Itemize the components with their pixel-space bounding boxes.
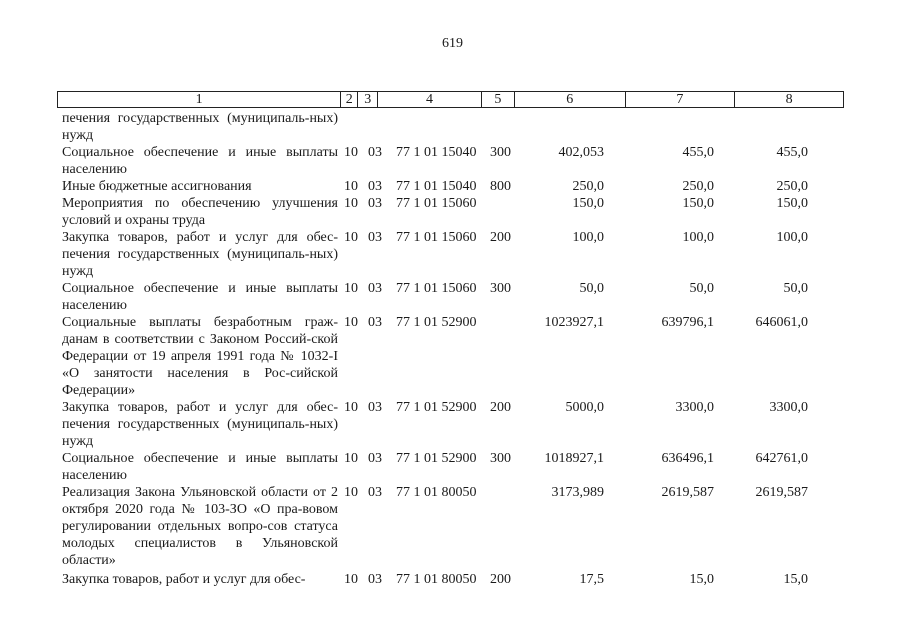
row-subsection: 03 (368, 315, 382, 330)
row-name: Социальное обеспечение и иные выплаты населению (62, 281, 338, 313)
row-target-article: 77 1 01 52900 (396, 400, 477, 415)
page-number: 619 (442, 36, 463, 51)
row-subsection: 03 (368, 485, 382, 500)
row-value-col7: 636496,1 (661, 451, 714, 466)
column-header-6: 6 (515, 92, 626, 107)
table-row (0, 178, 905, 195)
row-value-col6: 1023927,1 (544, 315, 604, 330)
row-target-article: 77 1 01 15040 (396, 179, 477, 194)
row-value-col8: 2619,587 (755, 485, 808, 500)
row-name: Социальные выплаты безработным граж-данам в соответствии с Законом Россий-ской Федерации от 19 апреля 1991 года № 1032-I «О занятости населения в Рос-сийской Федерации» (62, 315, 338, 398)
column-header-8: 8 (785, 92, 793, 107)
table-row (0, 571, 905, 588)
row-section: 10 (344, 179, 358, 194)
row-target-article: 77 1 01 15060 (396, 196, 477, 211)
row-target-article: 77 1 01 80050 (396, 572, 477, 587)
row-expense-type: 300 (490, 145, 511, 160)
row-expense-type: 200 (490, 572, 511, 587)
table-row (0, 450, 905, 484)
row-subsection: 03 (368, 230, 382, 245)
table-header (57, 91, 844, 108)
row-subsection: 03 (368, 572, 382, 587)
row-expense-type: 200 (490, 400, 511, 415)
row-value-col8: 3300,0 (769, 400, 808, 415)
row-value-col7: 455,0 (682, 145, 714, 160)
row-value-col8: 100,0 (776, 230, 808, 245)
row-name: Социальное обеспечение и иные выплаты населению (62, 145, 338, 177)
table-row (0, 195, 905, 229)
column-header-2: 2 (341, 92, 358, 107)
row-value-col7: 15,0 (689, 572, 714, 587)
row-subsection: 03 (368, 281, 382, 296)
column-header-5: 5 (482, 92, 515, 107)
row-name: Социальное обеспечение и иные выплаты населению (62, 451, 338, 483)
row-value-col7: 250,0 (682, 179, 714, 194)
row-value-col6: 1018927,1 (544, 451, 604, 466)
row-target-article: 77 1 01 15060 (396, 281, 477, 296)
table-row (0, 484, 905, 569)
row-value-col8: 15,0 (783, 572, 808, 587)
row-expense-type: 800 (490, 179, 511, 194)
row-target-article: 77 1 01 52900 (396, 315, 477, 330)
row-subsection: 03 (368, 179, 382, 194)
row-subsection: 03 (368, 196, 382, 211)
row-subsection: 03 (368, 400, 382, 415)
row-target-article: 77 1 01 15060 (396, 230, 477, 245)
row-section: 10 (344, 451, 358, 466)
column-header-1: 1 (58, 92, 341, 107)
row-value-col7: 639796,1 (661, 315, 714, 330)
row-value-col6: 100,0 (572, 230, 604, 245)
row-value-col6: 17,5 (579, 572, 604, 587)
row-value-col8: 642761,0 (755, 451, 808, 466)
row-section: 10 (344, 572, 358, 587)
row-section: 10 (344, 400, 358, 415)
row-value-col7: 150,0 (682, 196, 714, 211)
column-header-3: 3 (358, 92, 378, 107)
row-section: 10 (344, 281, 358, 296)
row-value-col6: 5000,0 (565, 400, 604, 415)
row-expense-type: 300 (490, 281, 511, 296)
row-name: Мероприятия по обеспечению улучшения условий и охраны труда (62, 196, 338, 228)
row-section: 10 (344, 230, 358, 245)
row-value-col8: 250,0 (776, 179, 808, 194)
row-value-col7: 50,0 (689, 281, 714, 296)
table-row (0, 110, 905, 144)
row-name: Закупка товаров, работ и услуг для обес-печения государственных (муниципаль-ных) нужд (62, 400, 338, 449)
table-row (0, 144, 905, 178)
row-expense-type: 200 (490, 230, 511, 245)
row-target-article: 77 1 01 80050 (396, 485, 477, 500)
row-value-col6: 250,0 (572, 179, 604, 194)
row-value-col6: 402,053 (558, 145, 604, 160)
row-name: печения государственных (муниципаль-ных) нужд (62, 111, 338, 143)
column-header-7: 7 (626, 92, 736, 107)
row-name: Иные бюджетные ассигнования (62, 179, 252, 194)
row-value-col8: 50,0 (783, 281, 808, 296)
row-section: 10 (344, 315, 358, 330)
table-body (0, 110, 905, 588)
row-value-col7: 2619,587 (661, 485, 714, 500)
table-row (0, 229, 905, 280)
row-value-col7: 3300,0 (675, 400, 714, 415)
row-value-col6: 3173,989 (551, 485, 604, 500)
row-value-col6: 150,0 (572, 196, 604, 211)
row-name: Реализация Закона Ульяновской области от 2 октября 2020 года № 103-ЗО «О пра-вовом регулировании отдельных вопро-сов статуса молодых специалистов в Ульяновской области» (62, 485, 338, 568)
table-row (0, 399, 905, 450)
row-expense-type: 300 (490, 451, 511, 466)
table-row (0, 314, 905, 399)
row-section: 10 (344, 196, 358, 211)
row-target-article: 77 1 01 15040 (396, 145, 477, 160)
row-subsection: 03 (368, 451, 382, 466)
row-section: 10 (344, 485, 358, 500)
row-value-col7: 100,0 (682, 230, 714, 245)
row-value-col8: 646061,0 (755, 315, 808, 330)
row-target-article: 77 1 01 52900 (396, 451, 477, 466)
table-row (0, 280, 905, 314)
row-section: 10 (344, 145, 358, 160)
row-value-col8: 455,0 (776, 145, 808, 160)
row-name: Закупка товаров, работ и услуг для обес-печения государственных (муниципаль-ных) нужд (62, 230, 338, 279)
column-header-4: 4 (378, 92, 482, 107)
row-subsection: 03 (368, 145, 382, 160)
row-value-col8: 150,0 (776, 196, 808, 211)
row-name: Закупка товаров, работ и услуг для обес- (62, 572, 306, 587)
row-value-col6: 50,0 (579, 281, 604, 296)
